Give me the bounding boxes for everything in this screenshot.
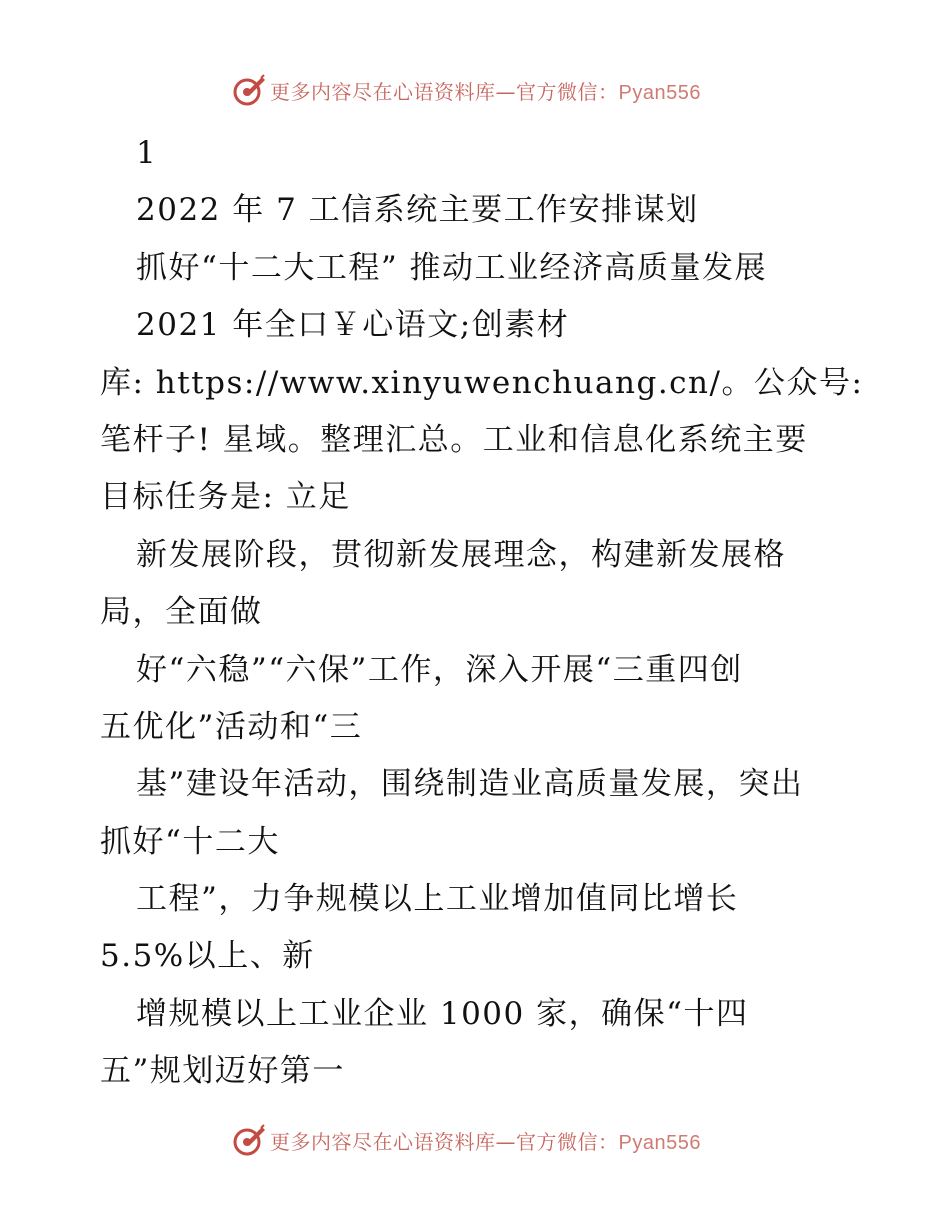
text-line: 好“六稳”“六保”工作，深入开展“三重四创 — [136, 651, 743, 688]
watermark-wechat-id: Pyan556 — [618, 1131, 701, 1154]
text-line: 局，全面做 — [100, 594, 263, 631]
text-line: 5.5%以上、新 — [100, 938, 315, 975]
text-line: 1 — [136, 135, 158, 171]
text-line: 工程”，力争规模以上工业增加值同比增长 — [136, 881, 739, 918]
text-line: 新发展阶段，贯彻新发展理念，构建新发展格 — [136, 536, 786, 573]
text-line: 2022 年 7 工信系统主要工作安排谋划 — [136, 192, 699, 229]
text-line: 五”规划迈好第一 — [100, 1053, 345, 1090]
watermark-footer — [232, 1122, 732, 1158]
text-line: 笔杆子! 星域。整理汇总。工业和信息化系统主要 — [100, 421, 808, 458]
text-line: 2021 年全口￥心语文;创素材 — [136, 307, 570, 344]
text-line: 目标任务是: 立足 — [100, 479, 351, 516]
pen-logo-icon — [232, 73, 266, 107]
watermark-text: 更多内容尽在心语资料库—官方微信：Pyan556 — [270, 79, 701, 104]
watermark-header — [232, 72, 732, 108]
text-line: 抓好“十二大 — [100, 823, 280, 860]
text-line: 抓好“十二大工程” 推动工业经济高质量发展 — [136, 249, 768, 286]
text-line: 五优化”活动和“三 — [100, 708, 363, 745]
text-line: 库: https://www.xinyuwenchuang.cn/。公众号: — [100, 364, 864, 401]
text-line: 增规模以上工业企业 1000 家，确保“十四 — [136, 995, 749, 1032]
watermark-text: 更多内容尽在心语资料库—官方微信：Pyan556 — [270, 1129, 701, 1154]
pen-logo-icon — [232, 1123, 266, 1157]
document-body — [100, 125, 864, 1101]
text-line: 基”建设年活动，围绕制造业高质量发展，突出 — [136, 766, 804, 803]
watermark-wechat-id: Pyan556 — [618, 81, 701, 104]
